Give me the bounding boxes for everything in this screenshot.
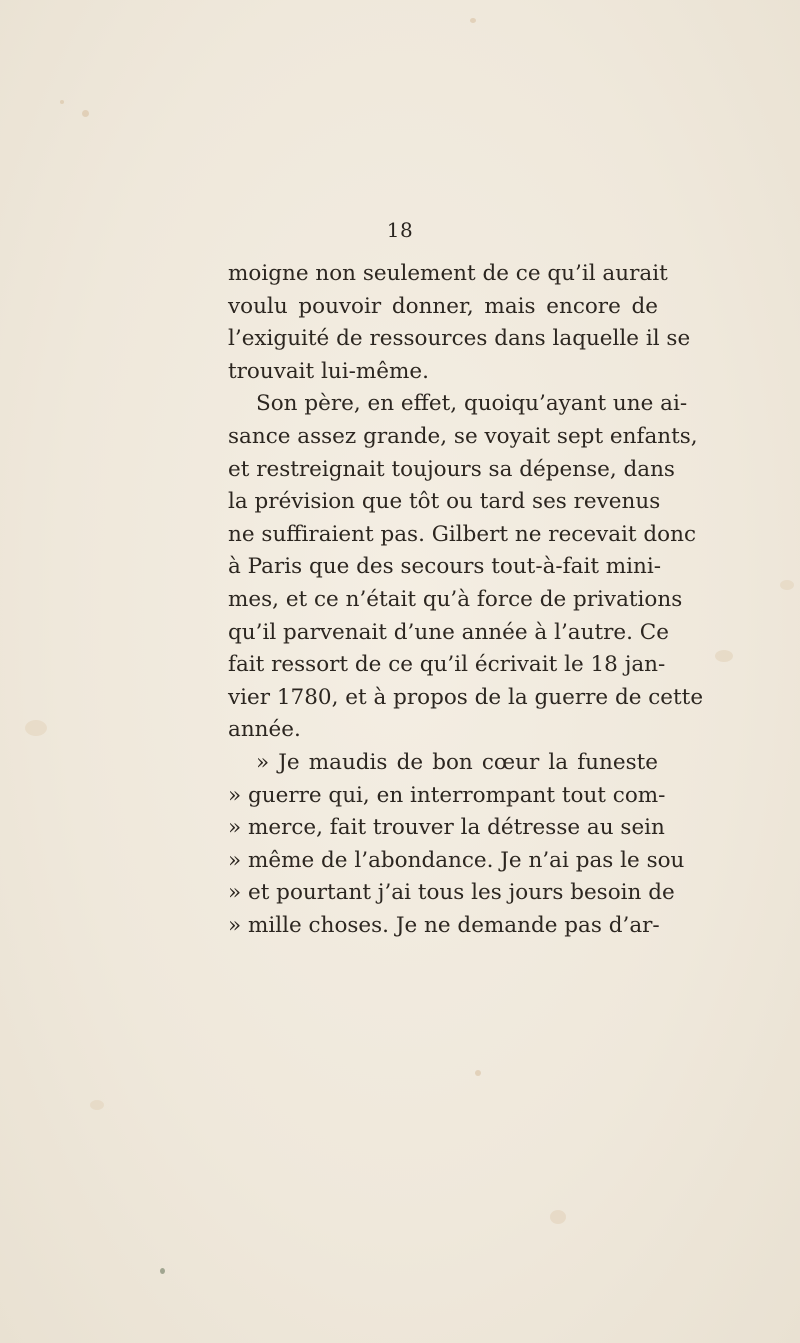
- text-line: l’exiguité de ressources dans laquelle il se: [228, 326, 691, 352]
- text-line: voulu pouvoir donner, mais encore de: [228, 293, 658, 319]
- text-line: » et pourtant j’ai tous les jours besoin de: [228, 880, 675, 906]
- text-line: fait ressort de ce qu’il écrivait le 18 jan-: [228, 652, 666, 678]
- text-line: » merce, fait trouver la détresse au sein: [228, 815, 665, 841]
- text-line: mes, et ce n’était qu’à force de privations: [228, 586, 683, 612]
- paper-speck: [475, 1070, 481, 1076]
- text-line: » Je maudis de bon cœur la funeste: [256, 749, 658, 775]
- paper-speck: [160, 1268, 165, 1274]
- text-line: qu’il parvenait d’une année à l’autre. Ce: [228, 619, 669, 645]
- paper-speck: [82, 110, 89, 117]
- text-line: » mille choses. Je ne demande pas d’ar-: [228, 912, 660, 938]
- text-line: ne suffiraient pas. Gilbert ne recevait donc: [228, 521, 696, 547]
- paper-speck: [470, 18, 476, 23]
- paper-speck: [780, 580, 794, 590]
- text-line: la prévision que tôt ou tard ses revenus: [228, 489, 661, 515]
- text-line: » même de l’abondance. Je n’ai pas le sou: [228, 847, 685, 873]
- text-line: année.: [228, 717, 301, 743]
- text-line: et restreignait toujours sa dépense, dans: [228, 456, 675, 482]
- text-line: Son père, en effet, quoiqu’ayant une ai-: [256, 391, 688, 417]
- body-text: [228, 258, 704, 942]
- paper-speck: [550, 1210, 566, 1224]
- paper-speck: [60, 100, 64, 104]
- text-line: » guerre qui, en interrompant tout com-: [228, 782, 666, 808]
- page-number: 18: [386, 218, 414, 242]
- paper-speck: [25, 720, 47, 736]
- text-line: vier 1780, et à propos de la guerre de cette: [228, 684, 704, 710]
- paper-speck: [715, 650, 733, 662]
- text-line: moigne non seulement de ce qu’il aurait: [228, 261, 668, 286]
- paper-speck: [90, 1100, 104, 1110]
- text-line: trouvait lui-même.: [228, 358, 429, 384]
- text-line: sance assez grande, se voyait sept enfants,: [228, 423, 698, 449]
- text-line: à Paris que des secours tout-à-fait mini-: [228, 554, 662, 580]
